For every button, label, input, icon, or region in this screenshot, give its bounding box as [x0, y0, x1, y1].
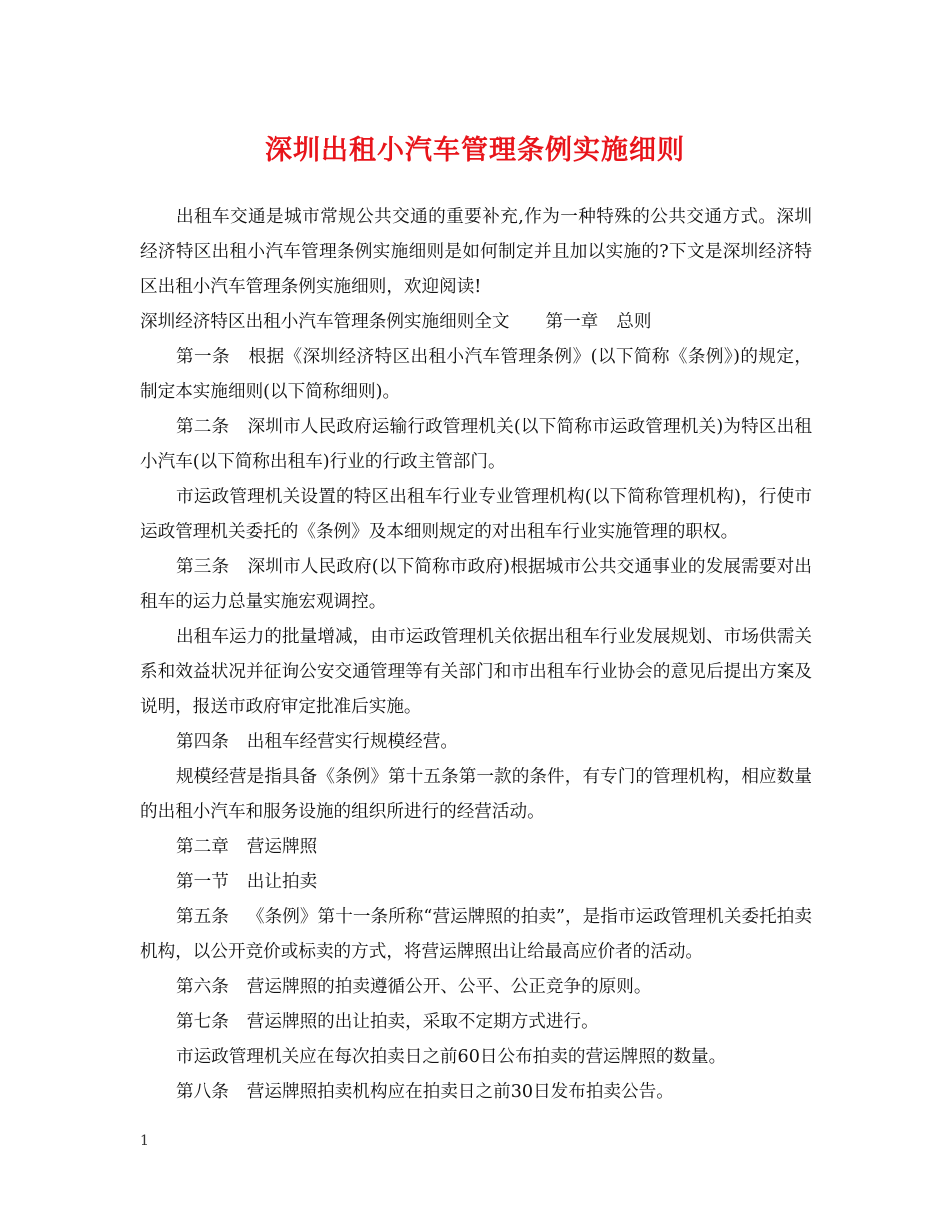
paragraph-text: 营运牌照拍卖机构应在拍卖日之前30日发布拍卖公告。 — [246, 1082, 674, 1102]
article-paragraph — [140, 410, 812, 480]
fulltext-heading — [140, 305, 812, 340]
paragraph-text: 出租车运力的批量增减，由市运政管理机关依据出租车行业发展规划、市场供需关系和效益状况并征询公安交通管理等有关部门和市出租车行业协会的意见后提出方案及说明，报送市政府审定批准后实施。 — [140, 627, 812, 717]
chapter-label: 第一章 — [545, 312, 599, 332]
article-label: 第五条 — [176, 907, 229, 927]
page-number: 1 — [140, 1133, 149, 1149]
paragraph-text: 深圳市人民政府运输行政管理机关(以下简称市运政管理机关)为特区出租小汽车(以下简称出租车)行业的行政主管部门。 — [140, 417, 812, 472]
paragraph-text: 规模经营是指具备《条例》第十五条第一款的条件，有专门的管理机构，相应数量的出租小汽车和服务设施的组织所进行的经营活动。 — [140, 767, 812, 822]
paragraph-text: 营运牌照的出让拍卖，采取不定期方式进行。 — [246, 1012, 599, 1032]
article-label: 第三条 — [176, 557, 230, 577]
chapter-title: 总则 — [616, 312, 652, 332]
article-label: 第六条 — [176, 977, 229, 997]
document-body — [140, 200, 812, 1110]
paragraph-text: 《条例》第十一条所称“营运牌照的拍卖”，是指市运政管理机关委托拍卖机构，以公开竞价或标卖的方式，将营运牌照出让给最高应价者的活动。 — [140, 907, 812, 962]
chapter-title: 营运牌照 — [246, 837, 318, 857]
section-title: 出让拍卖 — [246, 872, 318, 892]
paragraph-text: 市运政管理机关设置的特区出租车行业专业管理机构(以下简称管理机构)，行使市运政管理机关委托的《条例》及本细则规定的对出租车行业实施管理的职权。 — [140, 487, 812, 542]
section-heading — [140, 865, 812, 900]
body-paragraph — [140, 1040, 812, 1075]
paragraph-text: 市运政管理机关应在每次拍卖日之前60日公布拍卖的营运牌照的数量。 — [176, 1047, 727, 1067]
article-label: 第一条 — [176, 347, 231, 367]
article-paragraph — [140, 970, 812, 1005]
article-paragraph — [140, 1075, 812, 1110]
chapter-label: 第二章 — [176, 837, 229, 857]
article-label: 第四条 — [176, 732, 229, 752]
article-label: 第八条 — [176, 1082, 229, 1102]
paragraph-text: 出租车经营实行规模经营。 — [246, 732, 458, 752]
section-label: 第一节 — [176, 872, 229, 892]
paragraph-text: 营运牌照的拍卖遵循公开、公平、公正竞争的原则。 — [246, 977, 652, 997]
body-paragraph — [140, 620, 812, 725]
article-paragraph — [140, 1005, 812, 1040]
article-label: 第二条 — [176, 417, 230, 437]
article-paragraph — [140, 340, 812, 410]
article-paragraph — [140, 725, 812, 760]
paragraph-text: 根据《深圳经济特区出租小汽车管理条例》(以下简称《条例》)的规定，制定本实施细则(以下简称细则)。 — [140, 347, 812, 402]
paragraph-text: 出租车交通是城市常规公共交通的重要补充,作为一种特殊的公共交通方式。深圳经济特区出租小汽车管理条例实施细则是如何制定并且加以实施的?下文是深圳经济特区出租小汽车管理条例实施细则，欢迎阅读! — [140, 207, 812, 297]
paragraph-text: 深圳经济特区出租小汽车管理条例实施细则全文 — [140, 312, 510, 332]
document-title: 深圳出租小汽车管理条例实施细则 — [265, 135, 685, 166]
body-paragraph — [140, 760, 812, 830]
article-paragraph — [140, 900, 812, 970]
intro-paragraph — [140, 200, 812, 305]
paragraph-text: 深圳市人民政府(以下简称市政府)根据城市公共交通事业的发展需要对出租车的运力总量实施宏观调控。 — [140, 557, 812, 612]
article-label: 第七条 — [176, 1012, 229, 1032]
article-paragraph — [140, 550, 812, 620]
chapter-heading — [140, 830, 812, 865]
body-paragraph — [140, 480, 812, 550]
